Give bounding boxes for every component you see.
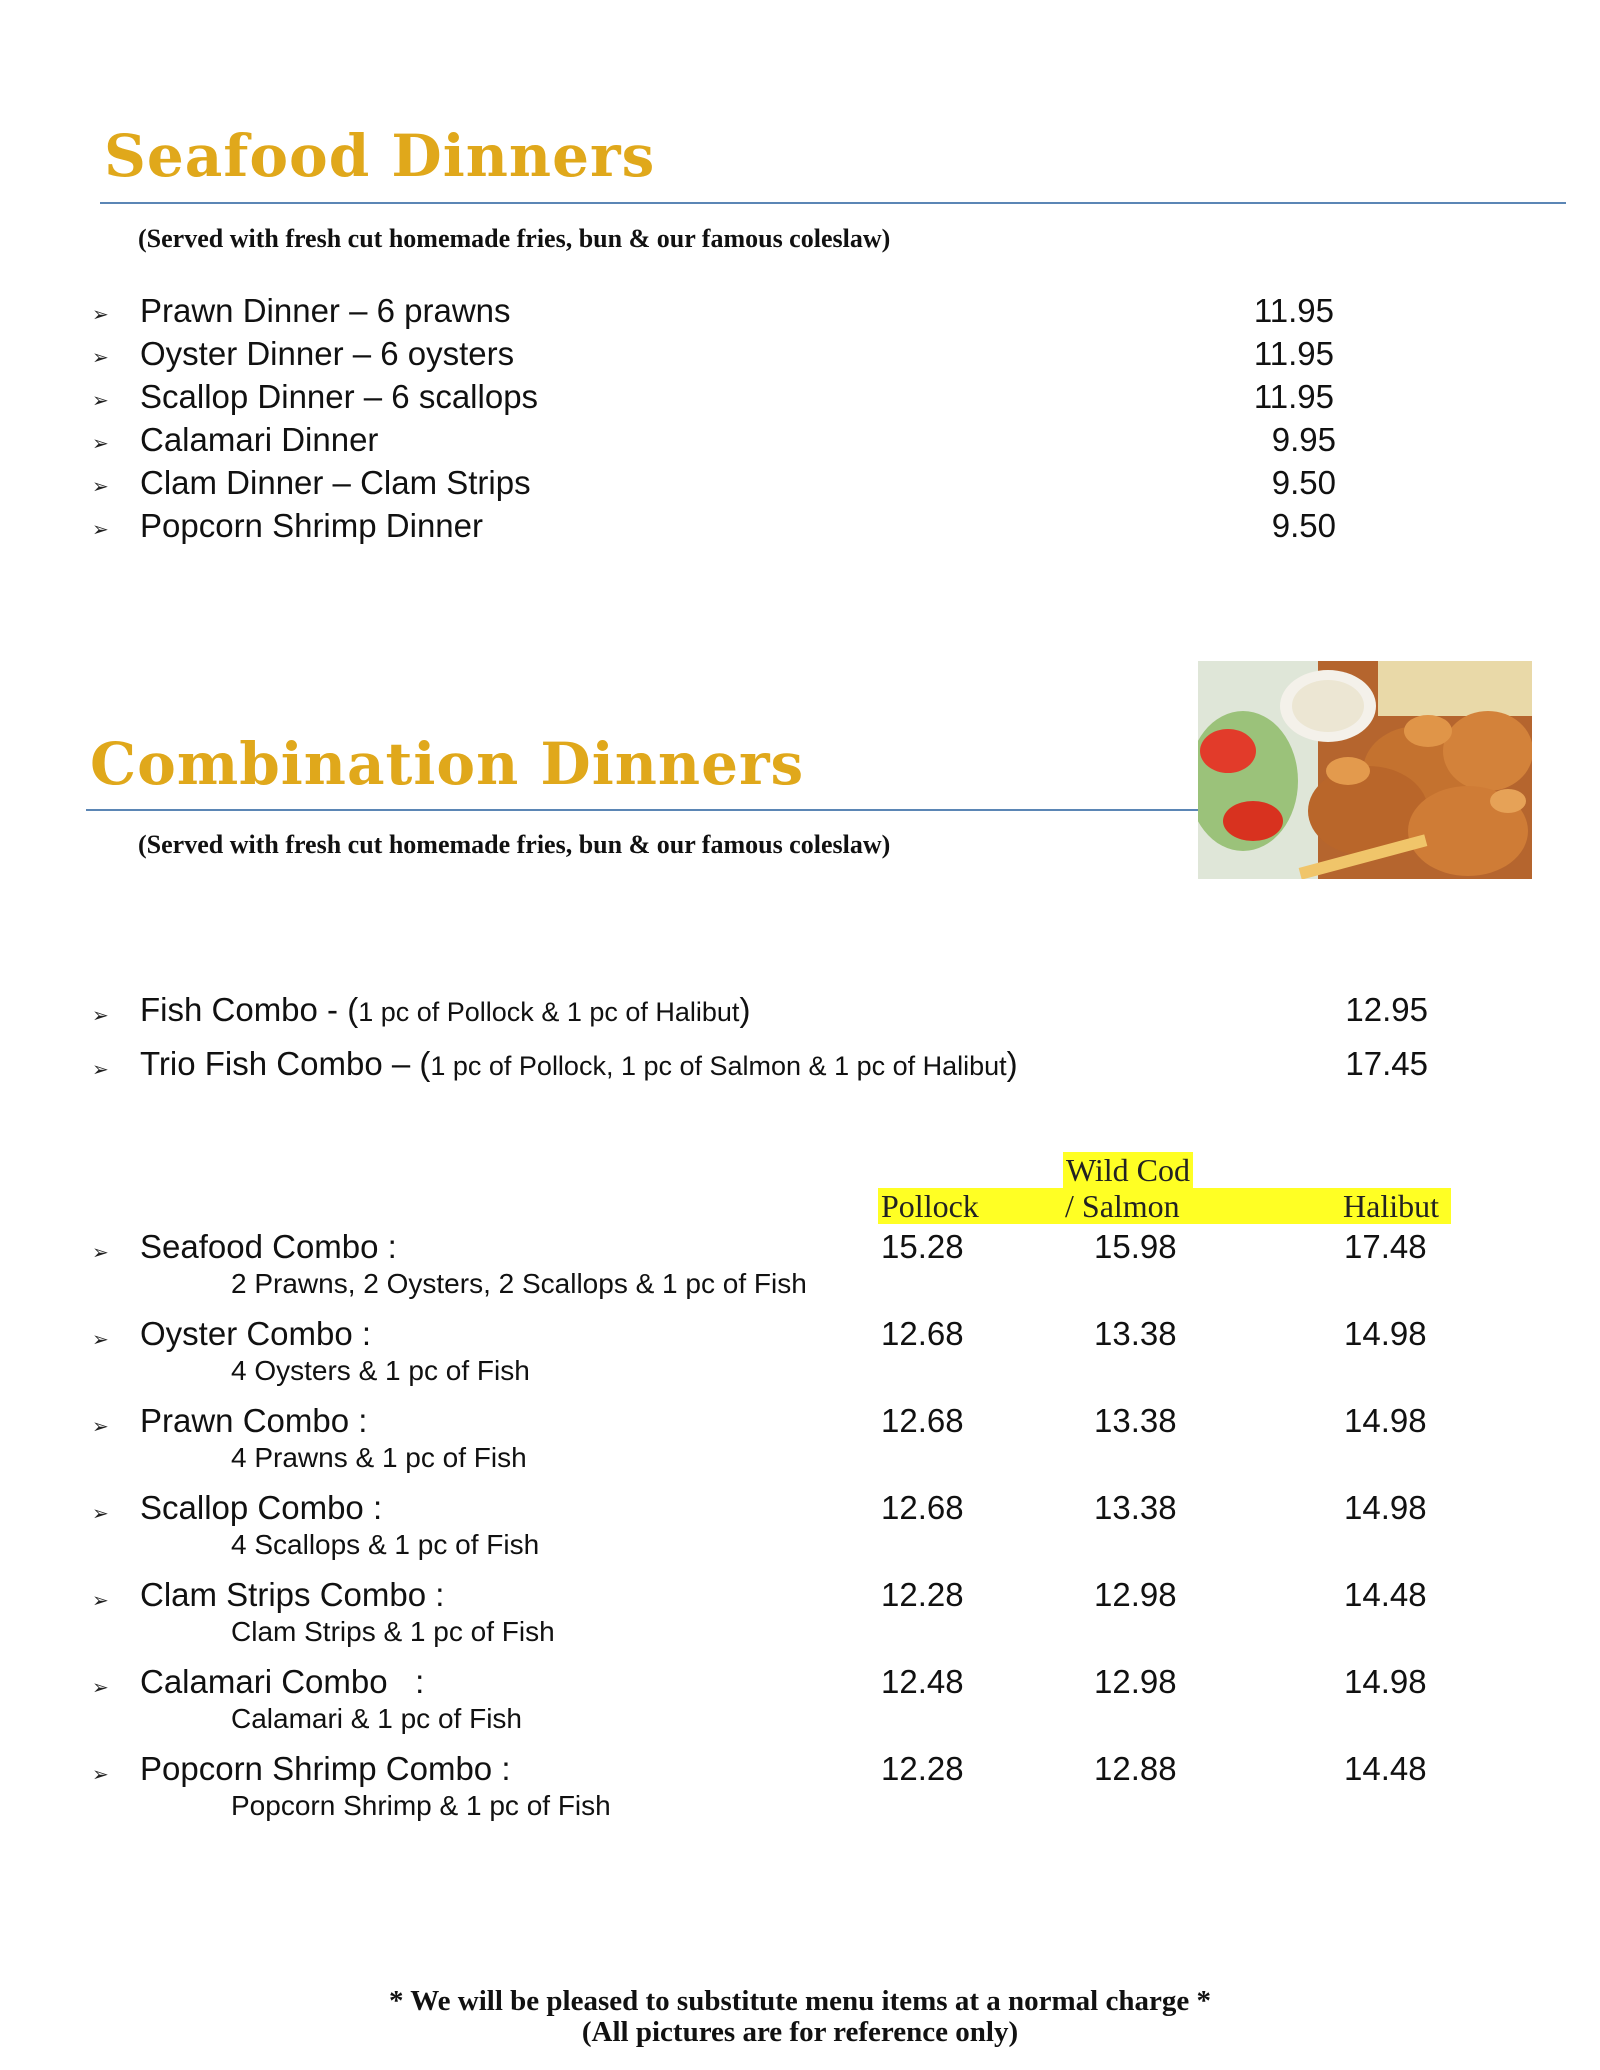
wild-cod-price: 15.98: [1094, 1228, 1177, 1265]
table-row: [0, 1315, 1600, 1395]
pollock-price: 12.28: [881, 1750, 964, 1787]
bullet-arrow-icon: ➢: [92, 1503, 109, 1525]
combo-name: Scallop Combo :: [140, 1489, 383, 1526]
table-row: [0, 1489, 1600, 1569]
halibut-price: 14.98: [1344, 1402, 1427, 1439]
bullet-arrow-icon: ➢: [92, 519, 109, 541]
item-detail: 1 pc of Pollock & 1 pc of Halibut: [358, 997, 740, 1027]
item-price: 9.95: [1271, 421, 1336, 458]
bullet-arrow-icon: ➢: [92, 1059, 109, 1081]
halibut-price: 14.98: [1344, 1489, 1427, 1526]
wild-cod-price: 13.38: [1094, 1489, 1177, 1526]
pollock-price: 12.68: [881, 1489, 964, 1526]
list-item: [0, 335, 1600, 379]
wild-cod-price: 12.98: [1094, 1576, 1177, 1613]
fish-combo-label: [140, 991, 750, 1029]
table-row: [0, 1228, 1600, 1308]
seafood-served-note: (Served with fresh cut homemade fries, bun & our famous coleslaw): [138, 224, 891, 253]
item-detail-close: ): [1006, 1045, 1018, 1082]
picture-disclaimer: (All pictures are for reference only): [581, 2016, 1019, 2048]
combo-description: 2 Prawns, 2 Oysters, 2 Scallops & 1 pc of Fish: [231, 1268, 807, 1299]
combo-description: 4 Prawns & 1 pc of Fish: [231, 1442, 527, 1473]
list-item: [0, 507, 1600, 551]
item-price: 9.50: [1271, 464, 1336, 501]
wild-cod-price: 13.38: [1094, 1402, 1177, 1439]
table-row: [0, 1663, 1600, 1743]
item-name: Oyster Dinner – 6 oysters: [140, 335, 515, 372]
item-name: Calamari Dinner: [140, 421, 379, 458]
halibut-price: 14.98: [1344, 1663, 1427, 1700]
pollock-price: 12.48: [881, 1663, 964, 1700]
item-price: 17.45: [1345, 1045, 1428, 1082]
list-item: [0, 421, 1600, 465]
halibut-price: 14.48: [1344, 1750, 1427, 1787]
combo-name: Calamari Combo :: [140, 1663, 425, 1700]
list-item: [0, 991, 1600, 1035]
seafood-title-rule: [100, 202, 1566, 204]
item-detail: 1 pc of Pollock, 1 pc of Salmon & 1 pc of Halibut: [430, 1051, 1007, 1081]
combo-name: Seafood Combo :: [140, 1228, 397, 1265]
pollock-price: 12.68: [881, 1402, 964, 1439]
item-detail-close: ): [739, 991, 751, 1028]
bullet-arrow-icon: ➢: [92, 1590, 109, 1612]
bullet-arrow-icon: ➢: [92, 1329, 109, 1351]
wild-cod-price: 13.38: [1094, 1315, 1177, 1352]
item-price: 11.95: [1253, 335, 1334, 372]
combo-name: Clam Strips Combo :: [140, 1576, 445, 1613]
combo-description: Calamari & 1 pc of Fish: [231, 1703, 522, 1734]
item-price: 9.50: [1271, 507, 1336, 544]
list-item: [0, 1045, 1600, 1089]
combo-description: 4 Oysters & 1 pc of Fish: [231, 1355, 530, 1386]
combination-served-note: (Served with fresh cut homemade fries, bun & our famous coleslaw): [138, 830, 891, 859]
item-name: Fish Combo - (: [140, 991, 359, 1028]
bullet-arrow-icon: ➢: [92, 347, 109, 369]
bullet-arrow-icon: ➢: [92, 304, 109, 326]
item-price: 11.95: [1253, 292, 1334, 329]
bullet-arrow-icon: ➢: [92, 1416, 109, 1438]
table-row: [0, 1750, 1600, 1830]
item-price: 12.95: [1345, 991, 1428, 1028]
combo-name: Oyster Combo :: [140, 1315, 372, 1352]
list-item: [0, 464, 1600, 508]
halibut-price: 17.48: [1344, 1228, 1427, 1265]
combination-title-rule: [86, 809, 1198, 811]
fish-combo-label: [140, 1045, 1018, 1083]
combo-name: Prawn Combo :: [140, 1402, 368, 1439]
item-name: Scallop Dinner – 6 scallops: [140, 378, 539, 415]
table-row: [0, 1576, 1600, 1656]
pollock-header: Pollock: [881, 1188, 979, 1224]
seafood-dinners-title: Seafood Dinners: [104, 122, 656, 190]
combo-description: Clam Strips & 1 pc of Fish: [231, 1616, 555, 1647]
substitution-note: * We will be pleased to substitute menu items at a normal charge *: [389, 1985, 1211, 2017]
bullet-arrow-icon: ➢: [92, 1242, 109, 1264]
combo-name: Popcorn Shrimp Combo :: [140, 1750, 511, 1787]
fried-seafood-illustration: [1198, 661, 1532, 879]
combination-dinners-title: Combination Dinners: [90, 730, 805, 798]
wild-cod-price: 12.88: [1094, 1750, 1177, 1787]
list-item: [0, 292, 1600, 336]
halibut-price: 14.98: [1344, 1315, 1427, 1352]
bullet-arrow-icon: ➢: [92, 1764, 109, 1786]
bullet-arrow-icon: ➢: [92, 1677, 109, 1699]
bullet-arrow-icon: ➢: [92, 476, 109, 498]
pollock-price: 12.28: [881, 1576, 964, 1613]
list-item: [0, 378, 1600, 422]
item-name: Clam Dinner – Clam Strips: [140, 464, 531, 501]
wild-cod-price: 12.98: [1094, 1663, 1177, 1700]
fried-seafood-photo: [1198, 661, 1532, 879]
bullet-arrow-icon: ➢: [92, 390, 109, 412]
item-name: Trio Fish Combo – (: [140, 1045, 431, 1082]
combo-description: Popcorn Shrimp & 1 pc of Fish: [231, 1790, 611, 1821]
wild-cod-header-line1: Wild Cod: [1063, 1152, 1193, 1188]
item-name: Popcorn Shrimp Dinner: [140, 507, 483, 544]
bullet-arrow-icon: ➢: [92, 1005, 109, 1027]
combo-description: 4 Scallops & 1 pc of Fish: [231, 1529, 540, 1560]
pollock-price: 12.68: [881, 1315, 964, 1352]
halibut-header: Halibut: [1343, 1188, 1439, 1224]
item-price: 11.95: [1253, 378, 1334, 415]
pollock-price: 15.28: [881, 1228, 964, 1265]
wild-cod-header-line2: / Salmon: [1065, 1188, 1180, 1224]
item-name: Prawn Dinner – 6 prawns: [140, 292, 511, 329]
bullet-arrow-icon: ➢: [92, 433, 109, 455]
halibut-price: 14.48: [1344, 1576, 1427, 1613]
table-row: [0, 1402, 1600, 1482]
